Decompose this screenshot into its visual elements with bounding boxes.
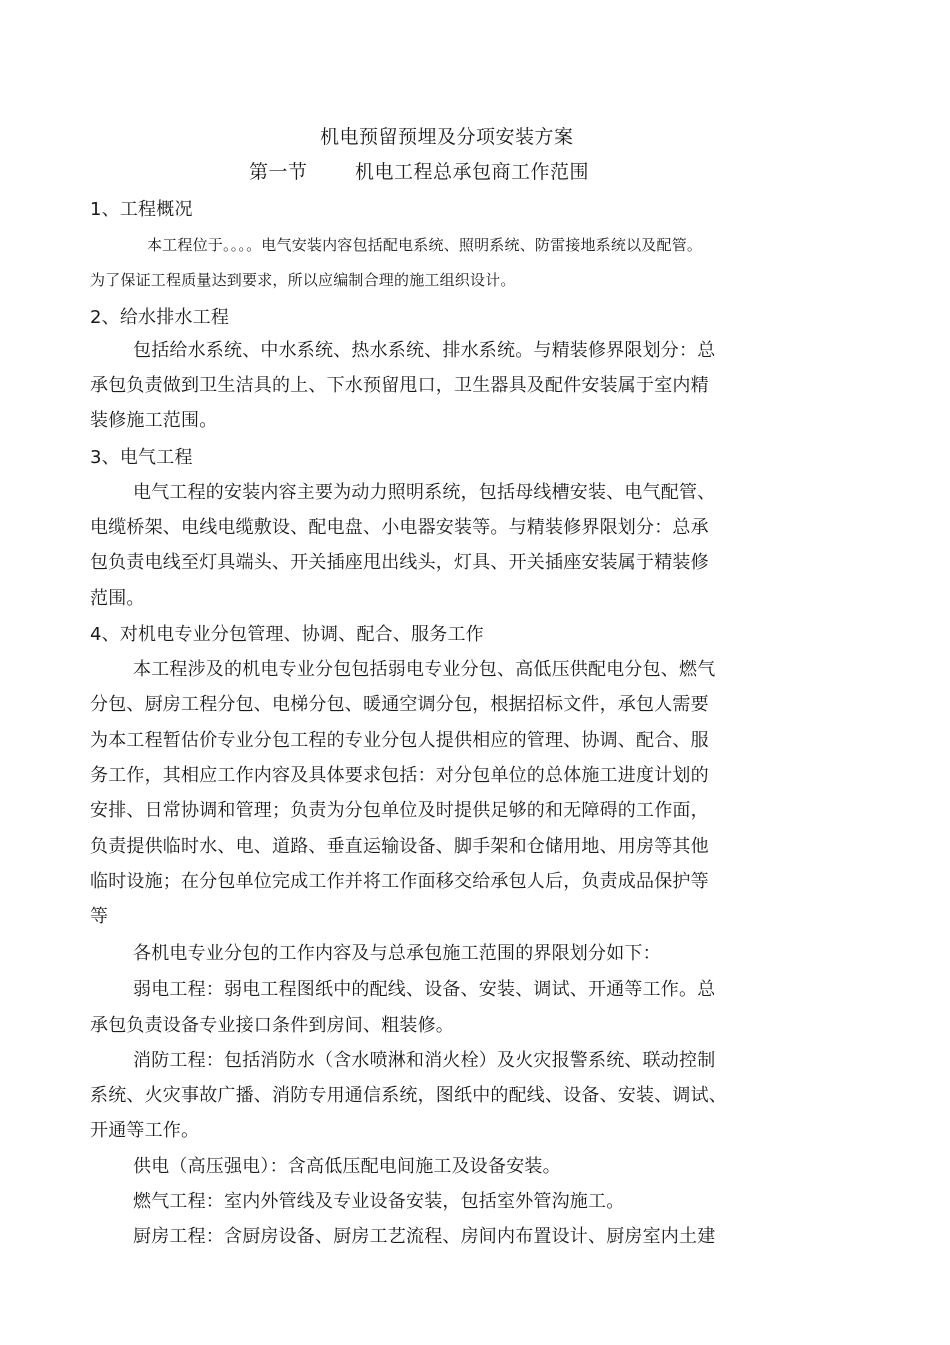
paragraph-line: 燃气工程：室内外管线及专业设备安装，包括室外管沟施工。 — [133, 1191, 625, 1212]
paragraph-line: 务工作，其相应工作内容及具体要求包括：对分包单位的总体施工进度计划的 — [90, 765, 709, 786]
heading-project-overview: 1、工程概况 — [90, 199, 193, 220]
paragraph-line: 安排、日常协调和管理；负责为分包单位及时提供足够的和无障碍的工作面， — [90, 800, 709, 821]
heading-electrical: 3、电气工程 — [90, 447, 193, 468]
paragraph-line: 电气工程的安装内容主要为动力照明系统，包括母线槽安装、电气配管、 — [133, 482, 716, 503]
paragraph-line: 本工程涉及的机电专业分包包括弱电专业分包、高低压供配电分包、燃气 — [133, 659, 716, 680]
section-title: 机电工程总承包商工作范围 — [355, 161, 590, 183]
paragraph-line: 电缆桥架、电线电缆敷设、配电盘、小电器安装等。与精装修界限划分：总承 — [90, 517, 709, 538]
paragraph-line: 装修施工范围。 — [90, 410, 218, 431]
paragraph-line: 消防工程：包括消防水（含水喷淋和消火栓）及火灾报警系统、联动控制 — [133, 1050, 716, 1071]
paragraph-line: 开通等工作。 — [90, 1120, 200, 1141]
paragraph-line: 各机电专业分包的工作内容及与总承包施工范围的界限划分如下： — [133, 943, 661, 964]
paragraph-line: 本工程位于。。。。电气安装内容包括配电系统、照明系统、防雷接地系统以及配管。 — [147, 236, 703, 254]
paragraph-line: 弱电工程：弱电工程图纸中的配线、设备、安装、调试、开通等工作。总 — [133, 979, 716, 1000]
paragraph-line: 承包负责设备专业接口条件到房间、粗装修。 — [90, 1015, 454, 1036]
paragraph-line: 等 — [90, 906, 109, 927]
paragraph-line: 供电（高压强电）：含高低压配电间施工及设备安装。 — [133, 1156, 561, 1177]
heading-subcontract-management: 4、对机电专业分包管理、协调、配合、服务工作 — [90, 624, 484, 645]
heading-water-supply: 2、给水排水工程 — [90, 307, 230, 328]
paragraph-line: 承包负责做到卫生洁具的上、下水预留甩口，卫生器具及配件安装属于室内精 — [90, 375, 709, 396]
document-title: 机电预留预埋及分项安装方案 — [320, 126, 574, 148]
paragraph-line: 临时设施；在分包单位完成工作并将工作面移交给承包人后，负责成品保护等 — [90, 871, 709, 892]
paragraph-line: 为了保证工程质量达到要求，所以应编制合理的施工组织设计。 — [90, 271, 516, 289]
paragraph-line: 范围。 — [90, 588, 145, 609]
paragraph-line: 分包、厨房工程分包、电梯分包、暖通空调分包，根据招标文件，承包人需要 — [90, 694, 709, 715]
paragraph-line: 包负责电线至灯具端头、开关插座甩出线头，灯具、开关插座安装属于精装修 — [90, 552, 709, 573]
paragraph-line: 为本工程暂估价专业分包工程的专业分包人提供相应的管理、协调、配合、服 — [90, 730, 709, 751]
paragraph-line: 厨房工程：含厨房设备、厨房工艺流程、房间内布置设计、厨房室内土建 — [133, 1226, 716, 1247]
paragraph-line: 系统、火灾事故广播、消防专用通信系统，图纸中的配线、设备、安装、调试、 — [90, 1085, 727, 1106]
paragraph-line: 负责提供临时水、电、道路、垂直运输设备、脚手架和仓储用地、用房等其他 — [90, 836, 709, 857]
section-number: 第一节 — [249, 161, 308, 183]
paragraph-line: 包括给水系统、中水系统、热水系统、排水系统。与精装修界限划分：总 — [133, 340, 716, 361]
